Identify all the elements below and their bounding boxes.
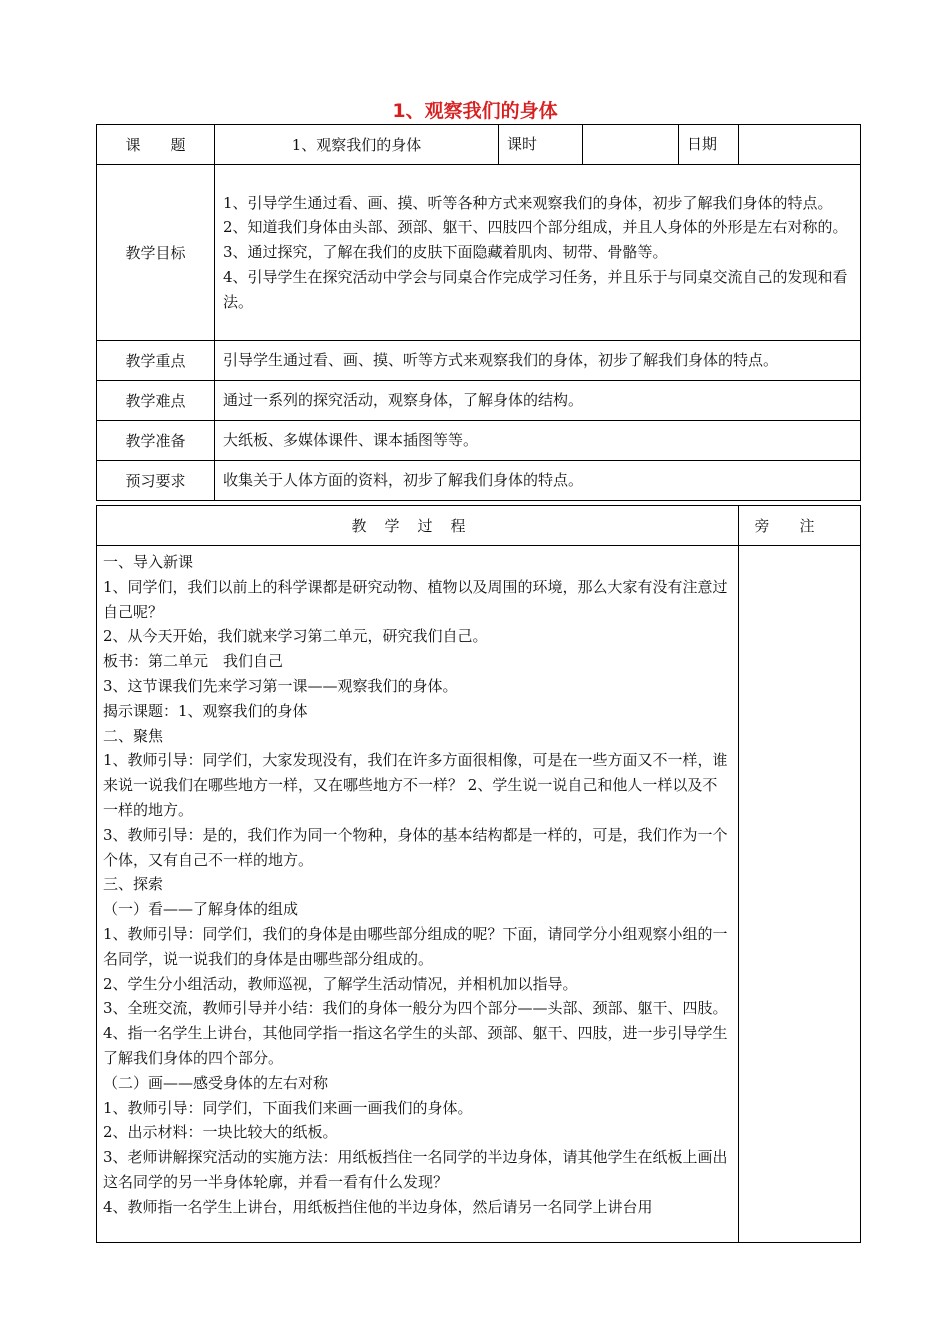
key-points-value: 引导学生通过看、画、摸、听等方式来观察我们的身体，初步了解我们身体的特点。 xyxy=(215,341,861,381)
subject-value: 1、观察我们的身体 xyxy=(215,125,499,165)
process-line: 4、指一名学生上讲台，其他同学指一指这名学生的头部、颈部、躯干、四肢，进一步引导学生了解我们身体的四个部分。 xyxy=(103,1024,728,1067)
process-line: 3、教师引导：是的，我们作为同一个物种，身体的基本结构都是一样的，可是，我们作为一个个体，又有自己不一样的地方。 xyxy=(103,825,728,869)
process-line: 2、学生分小组活动，教师巡视，了解学生活动情况，并相机加以指导。 xyxy=(103,974,578,993)
process-line: 1、教师引导：同学们，下面我们来画一画我们的身体。 xyxy=(103,1098,473,1117)
difficulties-value: 通过一系列的探究活动，观察身体，了解身体的结构。 xyxy=(215,381,861,421)
process-line: 三、探索 xyxy=(103,875,164,894)
process-line: 一、导入新课 xyxy=(103,553,194,571)
process-line: 板书：第二单元 我们自己 xyxy=(103,652,284,671)
process-line: 1、教师引导：同学们，我们的身体是由哪些部分组成的呢？下面，请同学分小组观察小组的一名同学，说一说我们的身体是由哪些部分组成的。 xyxy=(103,924,728,968)
objective-item: 2、知道我们身体由头部、颈部、躯干、四肢四个部分组成，并且人身体的外形是左右对称的。 xyxy=(223,218,848,237)
process-line: 4、教师指一名学生上讲台，用纸板挡住他的半边身体，然后请另一名同学上讲台用 xyxy=(103,1197,653,1216)
preview-label: 预习要求 xyxy=(97,461,215,501)
process-line: 1、教师引导：同学们，大家发现没有，我们在许多方面很相像，可是在一些方面又不一样，谁来说一说我们在哪些地方一样，又在哪些地方不一样？ 2、学生说一说自己和他人一样以及不一样的地方。 xyxy=(103,751,728,819)
process-line: 2、从今天开始，我们就来学习第二单元，研究我们自己。 xyxy=(103,627,488,646)
notes-content xyxy=(739,546,861,1243)
date-value xyxy=(739,125,861,165)
key-points-label: 教学重点 xyxy=(97,341,215,381)
process-table xyxy=(96,505,861,1243)
lesson-info-table xyxy=(96,124,861,501)
preparation-label: 教学准备 xyxy=(97,421,215,461)
objective-item: 3、通过探究，了解在我们的皮肤下面隐藏着肌肉、韧带、骨骼等。 xyxy=(223,243,668,262)
objectives-content xyxy=(215,165,861,341)
notes-header: 旁注 xyxy=(739,506,861,546)
period-value xyxy=(583,125,679,165)
page-title: 1、观察我们的身体 xyxy=(392,100,558,122)
period-label: 课时 xyxy=(499,125,583,165)
process-line: （一）看——了解身体的组成 xyxy=(103,900,299,919)
preparation-value: 大纸板、多媒体课件、课本插图等等。 xyxy=(215,421,861,461)
preview-value: 收集关于人体方面的资料，初步了解我们身体的特点。 xyxy=(215,461,861,501)
difficulties-label: 教学难点 xyxy=(97,381,215,421)
process-line: （二）画——感受身体的左右对称 xyxy=(103,1073,329,1092)
process-line: 二、聚焦 xyxy=(103,726,164,745)
process-content xyxy=(97,546,739,1243)
process-line: 2、出示材料：一块比较大的纸板。 xyxy=(103,1123,338,1142)
process-line: 揭示课题：1、观察我们的身体 xyxy=(103,701,308,720)
subject-label: 课 题 xyxy=(97,125,215,165)
process-line: 1、同学们，我们以前上的科学课都是研究动物、植物以及周围的环境，那么大家有没有注意过自己呢？ xyxy=(103,577,728,621)
process-line: 3、老师讲解探究活动的实施方法：用纸板挡住一名同学的半边身体，请其他学生在纸板上画出这名同学的另一半身体轮廓，并看一看有什么发现？ xyxy=(103,1148,728,1191)
objective-item: 4、引导学生在探究活动中学会与同桌合作完成学习任务，并且乐于与同桌交流自己的发现和看法。 xyxy=(223,267,848,311)
objectives-label: 教学目标 xyxy=(97,165,215,341)
process-line: 3、这节课我们先来学习第一课——观察我们的身体。 xyxy=(103,676,458,695)
objective-item: 1、引导学生通过看、画、摸、听等各种方式来观察我们的身体，初步了解我们身体的特点。 xyxy=(223,193,833,212)
process-line: 3、全班交流，教师引导并小结：我们的身体一般分为四个部分——头部、颈部、躯干、四肢。 xyxy=(103,999,728,1018)
date-label: 日期 xyxy=(679,125,739,165)
process-header: 教学过程 xyxy=(97,506,739,546)
